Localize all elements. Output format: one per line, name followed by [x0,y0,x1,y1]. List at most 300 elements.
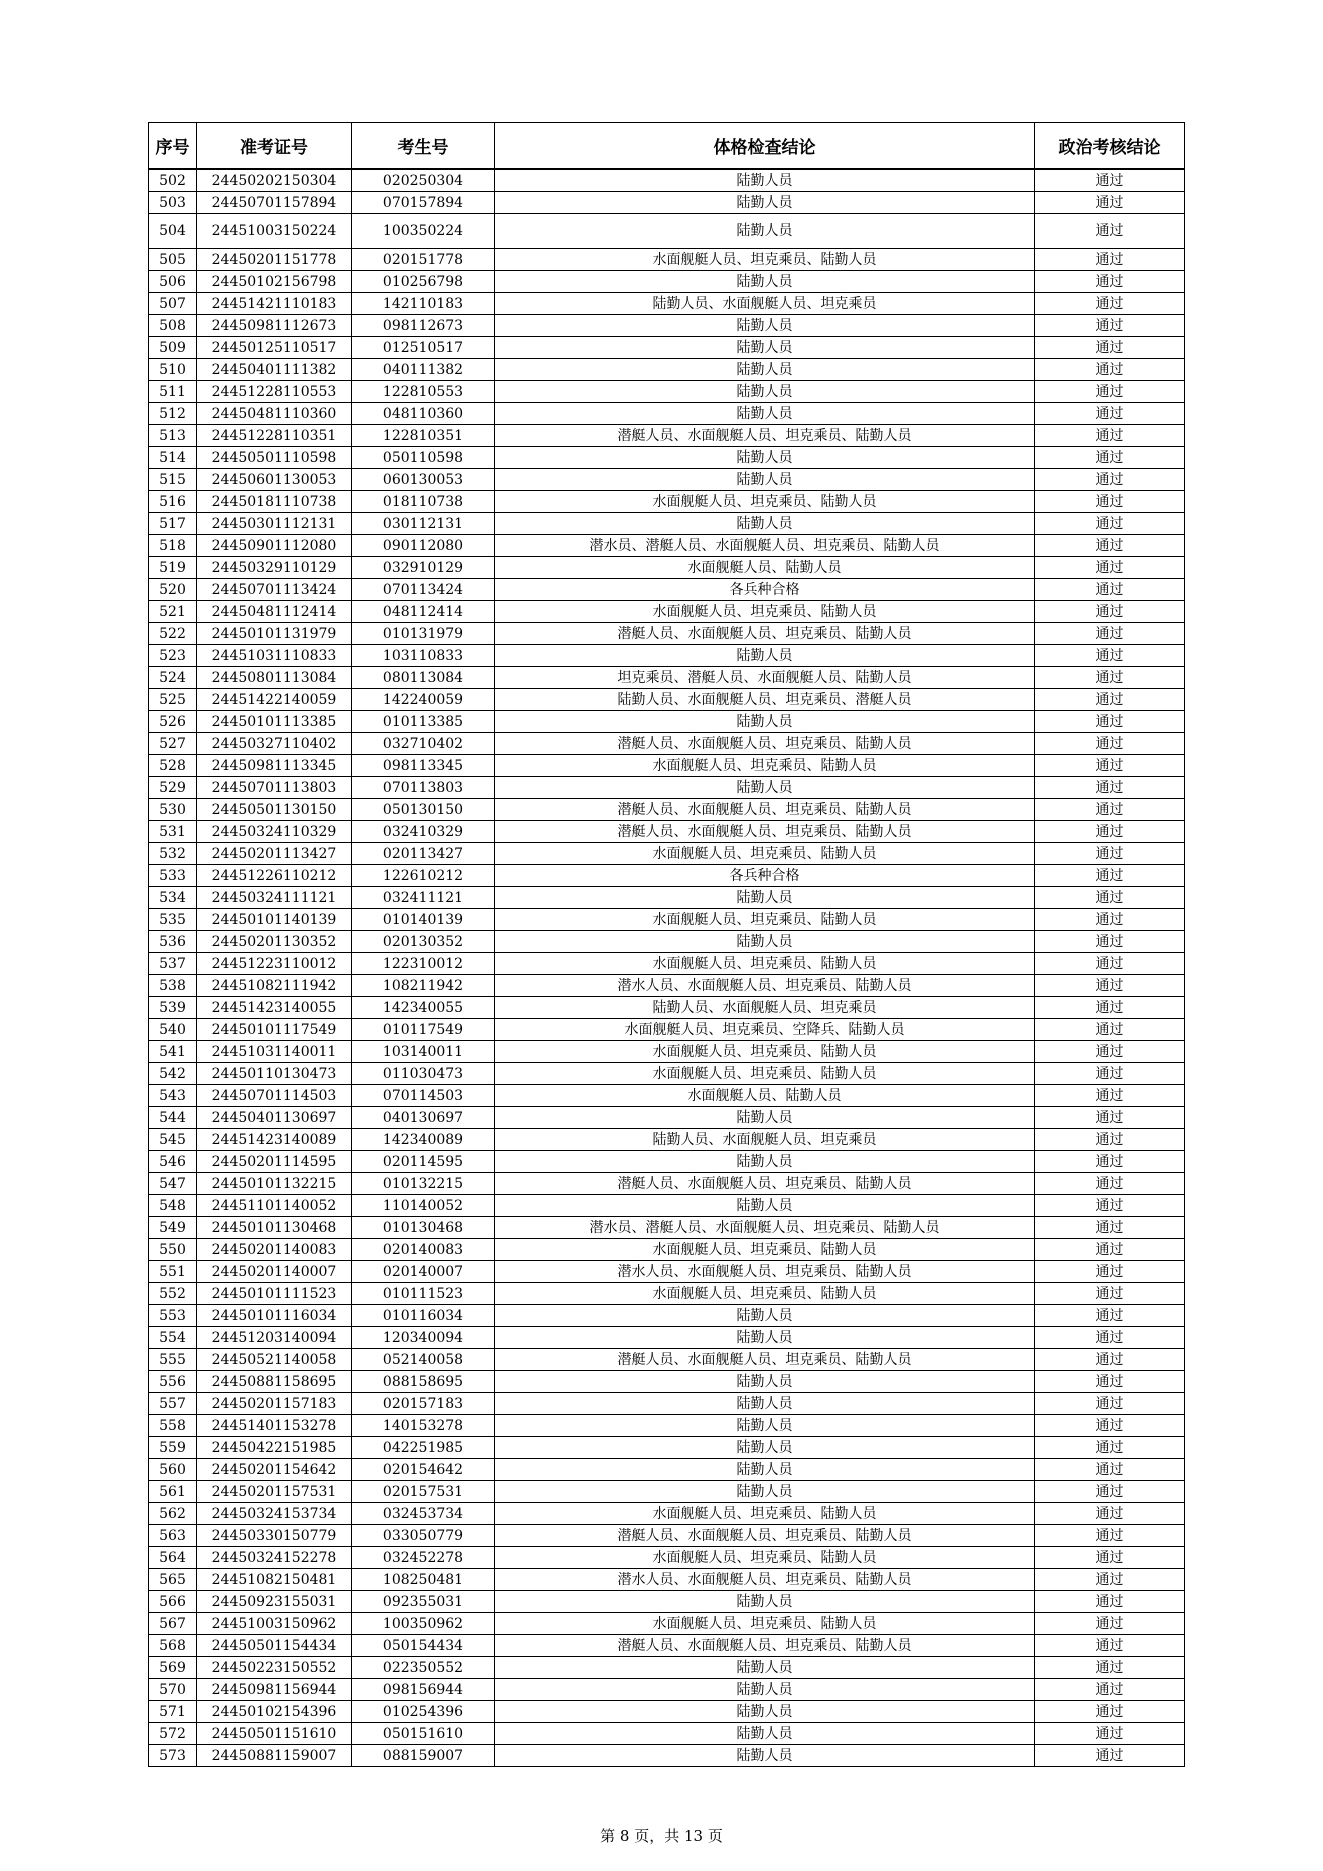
political-result-cell: 通过 [1035,1283,1185,1305]
exam-id-cell: 24450202150304 [197,169,352,192]
political-result-cell: 通过 [1035,1239,1185,1261]
political-result-cell: 通过 [1035,1547,1185,1569]
political-result-cell: 通过 [1035,1745,1185,1767]
physical-result-cell: 陆勤人员 [495,777,1035,799]
exam-id-cell: 24450102156798 [197,271,352,293]
physical-result-cell: 潜艇人员、水面舰艇人员、坦克乘员、陆勤人员 [495,425,1035,447]
student-id-cell: 032910129 [352,557,495,579]
seq-cell: 549 [149,1217,197,1239]
student-id-cell: 032411121 [352,887,495,909]
political-result-cell: 通过 [1035,1371,1185,1393]
table-row [149,1569,1185,1591]
student-id-cell: 052140058 [352,1349,495,1371]
exam-id-cell: 24451422140059 [197,689,352,711]
table-row [149,1151,1185,1173]
student-id-cell: 142340055 [352,997,495,1019]
political-result-cell: 通过 [1035,1701,1185,1723]
table-row [149,821,1185,843]
seq-cell: 557 [149,1393,197,1415]
seq-cell: 553 [149,1305,197,1327]
results-table [148,122,1185,1767]
student-id-cell: 020157531 [352,1481,495,1503]
physical-result-cell: 陆勤人员 [495,931,1035,953]
seq-cell: 562 [149,1503,197,1525]
physical-result-cell: 水面舰艇人员、坦克乘员、陆勤人员 [495,909,1035,931]
table-row [149,1283,1185,1305]
political-result-cell: 通过 [1035,799,1185,821]
exam-id-cell: 24450501154434 [197,1635,352,1657]
political-result-cell: 通过 [1035,1327,1185,1349]
student-id-cell: 010111523 [352,1283,495,1305]
seq-cell: 533 [149,865,197,887]
exam-id-cell: 24450501130150 [197,799,352,821]
seq-cell: 525 [149,689,197,711]
exam-id-cell: 24450201130352 [197,931,352,953]
seq-cell: 561 [149,1481,197,1503]
physical-result-cell: 各兵种合格 [495,579,1035,601]
table-row [149,711,1185,733]
political-result-cell: 通过 [1035,1635,1185,1657]
table-row [149,271,1185,293]
seq-cell: 560 [149,1459,197,1481]
political-result-cell: 通过 [1035,491,1185,513]
physical-result-cell: 陆勤人员 [495,1459,1035,1481]
political-result-cell: 通过 [1035,381,1185,403]
seq-cell: 551 [149,1261,197,1283]
seq-cell: 564 [149,1547,197,1569]
student-id-cell: 122810351 [352,425,495,447]
exam-id-cell: 24450701113424 [197,579,352,601]
political-result-cell: 通过 [1035,601,1185,623]
exam-id-cell: 24450201140083 [197,1239,352,1261]
physical-result-cell: 水面舰艇人员、坦克乘员、陆勤人员 [495,953,1035,975]
table-row [149,1173,1185,1195]
physical-result-cell: 陆勤人员 [495,337,1035,359]
table-row [149,1107,1185,1129]
exam-id-cell: 24450701114503 [197,1085,352,1107]
student-id-cell: 070114503 [352,1085,495,1107]
political-result-cell: 通过 [1035,1723,1185,1745]
table-row [149,535,1185,557]
political-result-cell: 通过 [1035,1063,1185,1085]
exam-id-cell: 24451082111942 [197,975,352,997]
table-row [149,469,1185,491]
exam-id-cell: 24450324111121 [197,887,352,909]
header-student-id: 考生号 [352,123,495,170]
table-row [149,931,1185,953]
seq-cell: 520 [149,579,197,601]
seq-cell: 529 [149,777,197,799]
physical-result-cell: 陆勤人员 [495,1195,1035,1217]
political-result-cell: 通过 [1035,1107,1185,1129]
table-row [149,1195,1185,1217]
physical-result-cell: 水面舰艇人员、坦克乘员、空降兵、陆勤人员 [495,1019,1035,1041]
exam-id-cell: 24450181110738 [197,491,352,513]
political-result-cell: 通过 [1035,711,1185,733]
political-result-cell: 通过 [1035,1613,1185,1635]
physical-result-cell: 陆勤人员 [495,1745,1035,1767]
table-row [149,1437,1185,1459]
student-id-cell: 020130352 [352,931,495,953]
seq-cell: 545 [149,1129,197,1151]
seq-cell: 515 [149,469,197,491]
table-row [149,1019,1185,1041]
table-row [149,975,1185,997]
table-row [149,689,1185,711]
student-id-cell: 010130468 [352,1217,495,1239]
table-row [149,645,1185,667]
table-row [149,1459,1185,1481]
student-id-cell: 060130053 [352,469,495,491]
table-row [149,337,1185,359]
exam-id-cell: 24450125110517 [197,337,352,359]
physical-result-cell: 水面舰艇人员、坦克乘员、陆勤人员 [495,1239,1035,1261]
exam-id-cell: 24450881159007 [197,1745,352,1767]
political-result-cell: 通过 [1035,214,1185,249]
physical-result-cell: 潜艇人员、水面舰艇人员、坦克乘员、陆勤人员 [495,623,1035,645]
physical-result-cell: 潜艇人员、水面舰艇人员、坦克乘员、陆勤人员 [495,1349,1035,1371]
exam-id-cell: 24450981113345 [197,755,352,777]
physical-result-cell: 陆勤人员 [495,1723,1035,1745]
seq-cell: 541 [149,1041,197,1063]
political-result-cell: 通过 [1035,1525,1185,1547]
table-row [149,1041,1185,1063]
seq-cell: 504 [149,214,197,249]
seq-cell: 538 [149,975,197,997]
table-row [149,777,1185,799]
physical-result-cell: 陆勤人员 [495,381,1035,403]
exam-id-cell: 24450201113427 [197,843,352,865]
table-row [149,1745,1185,1767]
physical-result-cell: 陆勤人员 [495,711,1035,733]
seq-cell: 523 [149,645,197,667]
physical-result-cell: 陆勤人员 [495,1371,1035,1393]
exam-id-cell: 24451423140089 [197,1129,352,1151]
physical-result-cell: 水面舰艇人员、坦克乘员、陆勤人员 [495,491,1035,513]
political-result-cell: 通过 [1035,1305,1185,1327]
table-row [149,425,1185,447]
exam-id-cell: 24451223110012 [197,953,352,975]
political-result-cell: 通过 [1035,447,1185,469]
exam-id-cell: 24450101113385 [197,711,352,733]
student-id-cell: 020151778 [352,249,495,271]
seq-cell: 532 [149,843,197,865]
table-row [149,513,1185,535]
table-row [149,1701,1185,1723]
exam-id-cell: 24450501110598 [197,447,352,469]
physical-result-cell: 水面舰艇人员、坦克乘员、陆勤人员 [495,249,1035,271]
physical-result-cell: 水面舰艇人员、坦克乘员、陆勤人员 [495,1503,1035,1525]
physical-result-cell: 陆勤人员 [495,1437,1035,1459]
exam-id-cell: 24450422151985 [197,1437,352,1459]
exam-id-cell: 24450201151778 [197,249,352,271]
political-result-cell: 通过 [1035,931,1185,953]
political-result-cell: 通过 [1035,557,1185,579]
exam-id-cell: 24450101140139 [197,909,352,931]
student-id-cell: 108211942 [352,975,495,997]
physical-result-cell: 陆勤人员 [495,513,1035,535]
student-id-cell: 122810553 [352,381,495,403]
seq-cell: 518 [149,535,197,557]
student-id-cell: 090112080 [352,535,495,557]
student-id-cell: 020140083 [352,1239,495,1261]
exam-id-cell: 24450324153734 [197,1503,352,1525]
seq-cell: 540 [149,1019,197,1041]
student-id-cell: 100350962 [352,1613,495,1635]
student-id-cell: 032453734 [352,1503,495,1525]
seq-cell: 555 [149,1349,197,1371]
seq-cell: 531 [149,821,197,843]
table-row [149,1525,1185,1547]
table-row [149,1591,1185,1613]
header-exam-id: 准考证号 [197,123,352,170]
political-result-cell: 通过 [1035,733,1185,755]
table-row [149,1261,1185,1283]
physical-result-cell: 陆勤人员、水面舰艇人员、坦克乘员 [495,997,1035,1019]
table-row [149,623,1185,645]
seq-cell: 556 [149,1371,197,1393]
table-row [149,557,1185,579]
physical-result-cell: 陆勤人员 [495,1327,1035,1349]
physical-result-cell: 水面舰艇人员、坦克乘员、陆勤人员 [495,1041,1035,1063]
student-id-cell: 080113084 [352,667,495,689]
exam-id-cell: 24450329110129 [197,557,352,579]
table-row [149,909,1185,931]
political-result-cell: 通过 [1035,579,1185,601]
exam-id-cell: 24450201157183 [197,1393,352,1415]
exam-id-cell: 24450301112131 [197,513,352,535]
exam-id-cell: 24451031110833 [197,645,352,667]
seq-cell: 526 [149,711,197,733]
political-result-cell: 通过 [1035,887,1185,909]
seq-cell: 503 [149,192,197,214]
header-political-result: 政治考核结论 [1035,123,1185,170]
student-id-cell: 012510517 [352,337,495,359]
seq-cell: 508 [149,315,197,337]
exam-id-cell: 24451421110183 [197,293,352,315]
student-id-cell: 140153278 [352,1415,495,1437]
table-row [149,1063,1185,1085]
table-row [149,447,1185,469]
exam-id-cell: 24450101132215 [197,1173,352,1195]
student-id-cell: 020250304 [352,169,495,192]
political-result-cell: 通过 [1035,777,1185,799]
physical-result-cell: 陆勤人员 [495,403,1035,425]
table-row [149,997,1185,1019]
student-id-cell: 032710402 [352,733,495,755]
exam-id-cell: 24450401111382 [197,359,352,381]
table-row [149,601,1185,623]
student-id-cell: 092355031 [352,1591,495,1613]
header-physical-result: 体格检查结论 [495,123,1035,170]
student-id-cell: 032452278 [352,1547,495,1569]
seq-cell: 550 [149,1239,197,1261]
exam-id-cell: 24451101140052 [197,1195,352,1217]
seq-cell: 511 [149,381,197,403]
student-id-cell: 032410329 [352,821,495,843]
political-result-cell: 通过 [1035,755,1185,777]
exam-id-cell: 24450330150779 [197,1525,352,1547]
table-row [149,1503,1185,1525]
exam-id-cell: 24450201114595 [197,1151,352,1173]
table-row [149,1613,1185,1635]
physical-result-cell: 水面舰艇人员、坦克乘员、陆勤人员 [495,1547,1035,1569]
student-id-cell: 142110183 [352,293,495,315]
exam-id-cell: 24450101111523 [197,1283,352,1305]
physical-result-cell: 陆勤人员 [495,447,1035,469]
exam-id-cell: 24450201157531 [197,1481,352,1503]
table-row [149,1723,1185,1745]
student-id-cell: 070157894 [352,192,495,214]
table-row [149,1129,1185,1151]
political-result-cell: 通过 [1035,1195,1185,1217]
table-row [149,1305,1185,1327]
seq-cell: 514 [149,447,197,469]
political-result-cell: 通过 [1035,689,1185,711]
seq-cell: 513 [149,425,197,447]
exam-id-cell: 24450101117549 [197,1019,352,1041]
physical-result-cell: 潜水员、潜艇人员、水面舰艇人员、坦克乘员、陆勤人员 [495,535,1035,557]
physical-result-cell: 潜水人员、水面舰艇人员、坦克乘员、陆勤人员 [495,1569,1035,1591]
seq-cell: 569 [149,1657,197,1679]
physical-result-cell: 陆勤人员 [495,169,1035,192]
physical-result-cell: 潜水员、潜艇人员、水面舰艇人员、坦克乘员、陆勤人员 [495,1217,1035,1239]
student-id-cell: 070113803 [352,777,495,799]
physical-result-cell: 陆勤人员 [495,1151,1035,1173]
exam-id-cell: 24451082150481 [197,1569,352,1591]
physical-result-cell: 水面舰艇人员、陆勤人员 [495,557,1035,579]
political-result-cell: 通过 [1035,1591,1185,1613]
political-result-cell: 通过 [1035,513,1185,535]
seq-cell: 547 [149,1173,197,1195]
student-id-cell: 050154434 [352,1635,495,1657]
exam-id-cell: 24450101116034 [197,1305,352,1327]
exam-id-cell: 24451031140011 [197,1041,352,1063]
physical-result-cell: 水面舰艇人员、坦克乘员、陆勤人员 [495,1613,1035,1635]
political-result-cell: 通过 [1035,271,1185,293]
seq-cell: 524 [149,667,197,689]
table-row [149,755,1185,777]
seq-cell: 544 [149,1107,197,1129]
student-id-cell: 030112131 [352,513,495,535]
student-id-cell: 120340094 [352,1327,495,1349]
political-result-cell: 通过 [1035,1657,1185,1679]
student-id-cell: 088159007 [352,1745,495,1767]
physical-result-cell: 陆勤人员 [495,887,1035,909]
exam-id-cell: 24450110130473 [197,1063,352,1085]
political-result-cell: 通过 [1035,1151,1185,1173]
seq-cell: 505 [149,249,197,271]
political-result-cell: 通过 [1035,1019,1185,1041]
table-row [149,249,1185,271]
seq-cell: 566 [149,1591,197,1613]
student-id-cell: 018110738 [352,491,495,513]
table-row [149,733,1185,755]
physical-result-cell: 潜艇人员、水面舰艇人员、坦克乘员、陆勤人员 [495,821,1035,843]
political-result-cell: 通过 [1035,337,1185,359]
political-result-cell: 通过 [1035,425,1185,447]
student-id-cell: 020113427 [352,843,495,865]
seq-cell: 548 [149,1195,197,1217]
seq-cell: 516 [149,491,197,513]
table-row [149,843,1185,865]
seq-cell: 537 [149,953,197,975]
physical-result-cell: 陆勤人员 [495,1305,1035,1327]
student-id-cell: 048112414 [352,601,495,623]
physical-result-cell: 陆勤人员 [495,271,1035,293]
student-id-cell: 103110833 [352,645,495,667]
physical-result-cell: 水面舰艇人员、陆勤人员 [495,1085,1035,1107]
page-footer: 第 8 页，共 13 页 [600,1827,723,1845]
table-header [149,123,1185,170]
seq-cell: 565 [149,1569,197,1591]
seq-cell: 552 [149,1283,197,1305]
table-row [149,1327,1185,1349]
political-result-cell: 通过 [1035,1503,1185,1525]
physical-result-cell: 陆勤人员 [495,1481,1035,1503]
seq-cell: 559 [149,1437,197,1459]
exam-id-cell: 24450327110402 [197,733,352,755]
political-result-cell: 通过 [1035,1437,1185,1459]
table-row [149,1371,1185,1393]
physical-result-cell: 陆勤人员 [495,192,1035,214]
exam-id-cell: 24451003150224 [197,214,352,249]
student-id-cell: 010132215 [352,1173,495,1195]
exam-id-cell: 24450102154396 [197,1701,352,1723]
physical-result-cell: 陆勤人员 [495,315,1035,337]
seq-cell: 539 [149,997,197,1019]
physical-result-cell: 陆勤人员 [495,469,1035,491]
exam-id-cell: 24450324152278 [197,1547,352,1569]
exam-id-cell: 24450701113803 [197,777,352,799]
political-result-cell: 通过 [1035,865,1185,887]
seq-cell: 507 [149,293,197,315]
exam-id-cell: 24450401130697 [197,1107,352,1129]
political-result-cell: 通过 [1035,975,1185,997]
table-body [149,169,1185,1767]
table-row [149,381,1185,403]
physical-result-cell: 坦克乘员、潜艇人员、水面舰艇人员、陆勤人员 [495,667,1035,689]
table-row [149,293,1185,315]
student-id-cell: 010254396 [352,1701,495,1723]
header-seq: 序号 [149,123,197,170]
student-id-cell: 010113385 [352,711,495,733]
political-result-cell: 通过 [1035,249,1185,271]
seq-cell: 573 [149,1745,197,1767]
table-row [149,403,1185,425]
seq-cell: 512 [149,403,197,425]
political-result-cell: 通过 [1035,1481,1185,1503]
physical-result-cell: 潜水人员、水面舰艇人员、坦克乘员、陆勤人员 [495,975,1035,997]
physical-result-cell: 陆勤人员 [495,359,1035,381]
table-row [149,887,1185,909]
table-row [149,1481,1185,1503]
exam-id-cell: 24450521140058 [197,1349,352,1371]
student-id-cell: 010116034 [352,1305,495,1327]
seq-cell: 527 [149,733,197,755]
student-id-cell: 100350224 [352,214,495,249]
seq-cell: 502 [149,169,197,192]
exam-id-cell: 24450923155031 [197,1591,352,1613]
seq-cell: 571 [149,1701,197,1723]
physical-result-cell: 潜艇人员、水面舰艇人员、坦克乘员、陆勤人员 [495,799,1035,821]
physical-result-cell: 水面舰艇人员、坦克乘员、陆勤人员 [495,601,1035,623]
student-id-cell: 010256798 [352,271,495,293]
political-result-cell: 通过 [1035,535,1185,557]
seq-cell: 563 [149,1525,197,1547]
exam-id-cell: 24450481112414 [197,601,352,623]
student-id-cell: 011030473 [352,1063,495,1085]
